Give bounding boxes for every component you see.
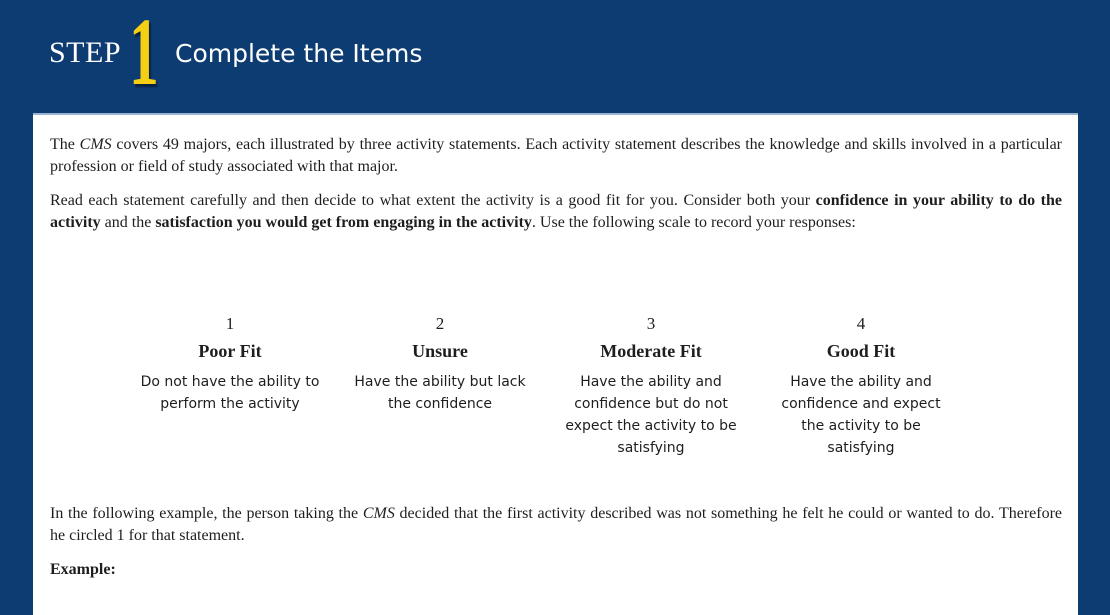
example-cms: CMS [362,505,395,522]
example-label: Example: [50,561,116,578]
step-word: STEP [49,36,122,69]
scale-description: Have the ability but lack the confidence [354,374,526,412]
example-text-2: decided that the first activity described was not something he felt he could or wanted to do. Therefore he circled 1 for that statement. [50,505,1063,544]
intro-paragraph-2 [50,190,1062,234]
scale-label: Poor Fit [198,341,262,361]
scale-number: 3 [646,314,656,333]
scale-label: Good Fit [826,341,896,361]
scale-description: Do not have the ability to perform the activity [140,374,320,412]
step-header [0,0,1110,110]
scale-description: Have the ability and confidence but do not expect the activity to be satisfying [565,374,737,456]
intro-p2-text-3: . Use the following scale to record your responses: [531,214,856,231]
intro-p2-text-1: Read each statement carefully and then decide to what extent the activity is a good fit for you. Consider both your [50,192,816,209]
step-number: 1 [129,0,159,105]
scale-number: 2 [435,314,445,333]
intro-p1-cms: CMS [79,136,112,153]
intro-p2-confidence: confidence in your ability to do the activity [50,192,1063,231]
content-panel [33,113,1078,615]
scale-number: 1 [225,314,235,333]
scale-description: Have the ability and confidence and expect the activity to be satisfying [781,374,941,456]
example-text-1: In the following example, the person taking the [50,505,363,522]
intro-paragraph-1 [50,134,1062,178]
example-paragraph [50,503,1062,547]
intro-p1-text-2: covers 49 majors, each illustrated by three activity statements. Each activity statement describes the knowledge and skills involved in a particular profession or field of study associated with that major. [50,136,1063,175]
intro-p2-text-2: and the [100,214,156,231]
scale-label: Unsure [412,341,468,361]
step-title: Complete the Items [175,39,423,68]
intro-p2-satisfaction: satisfaction you would get from engaging in the activity [155,214,532,231]
scale-label: Moderate Fit [600,341,702,361]
intro-p1-text-1: The [50,136,80,153]
scale-number: 4 [856,314,866,333]
